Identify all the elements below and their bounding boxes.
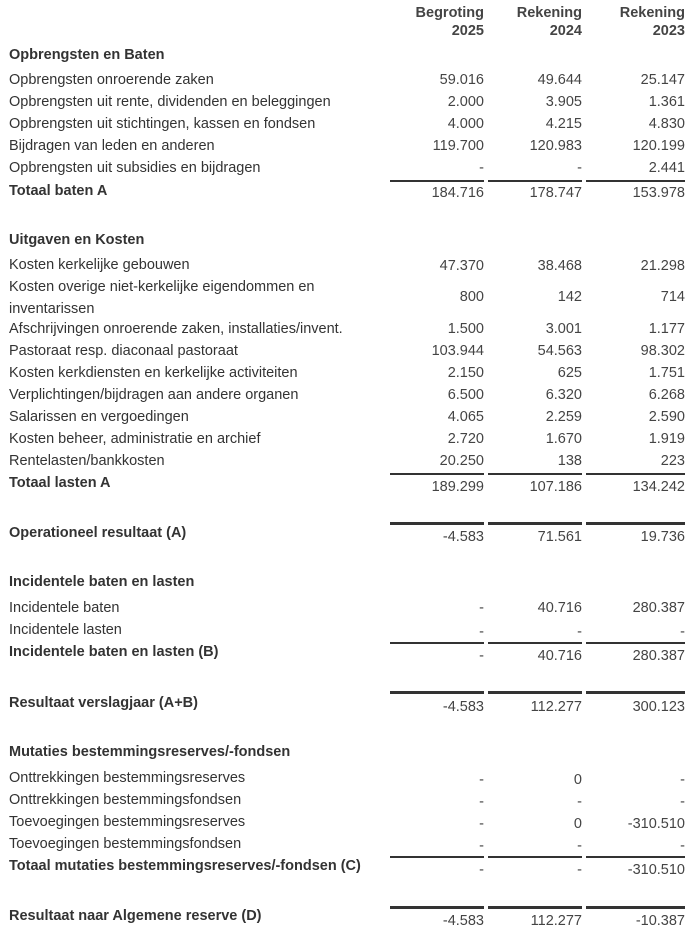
value-2023: 25.147	[640, 72, 685, 88]
value-2025: 2.150	[447, 365, 484, 381]
table-row	[0, 135, 694, 157]
value-2024: 40.716	[537, 648, 582, 664]
section-title-baten	[0, 44, 694, 66]
value-2023: 714	[660, 289, 685, 305]
value-2023: 2.590	[648, 409, 685, 425]
table-row	[0, 406, 694, 428]
row-label: Verplichtingen/bijdragen aan andere organen	[9, 387, 299, 403]
row-label: Incidentele baten en lasten (B)	[9, 644, 219, 660]
value-2025: -4.583	[442, 699, 484, 715]
row-label: Totaal mutaties bestemmingsreserves/-fondsen (C)	[9, 858, 361, 874]
table-row	[0, 318, 694, 340]
row-label: Onttrekkingen bestemmingsreserves	[9, 770, 246, 786]
value-2025: -	[479, 772, 484, 788]
value-2025: 47.370	[439, 258, 484, 274]
row-label: Resultaat naar Algemene reserve (D)	[9, 908, 262, 924]
table-row	[0, 157, 694, 179]
value-2025: 119.700	[432, 138, 484, 154]
value-2025: -	[479, 624, 484, 640]
table-row	[0, 69, 694, 91]
total-row-incidenteel	[0, 641, 694, 663]
column-header-line1: Rekening	[516, 5, 582, 21]
table-row	[0, 767, 694, 789]
value-2024: 1.670	[545, 431, 582, 447]
row-label: Opbrengsten onroerende zaken	[9, 72, 214, 88]
value-2023: -310.510	[627, 862, 685, 878]
value-2024: 2.259	[545, 409, 582, 425]
value-2025: 20.250	[439, 453, 484, 469]
row-label: Kosten kerkdiensten en kerkelijke activiteiten	[9, 365, 298, 381]
value-2023: -10.387	[635, 913, 685, 929]
value-2025: 59.016	[439, 72, 484, 88]
table-row	[0, 450, 694, 472]
value-2025: -4.583	[442, 529, 484, 545]
total-row-baten	[0, 180, 694, 202]
value-2025: -	[479, 160, 484, 176]
total-row-lasten	[0, 472, 694, 494]
section-title: Opbrengsten en Baten	[9, 47, 165, 63]
row-label: Totaal baten A	[9, 183, 108, 199]
column-header-rekening-2024	[486, 4, 582, 40]
value-2025: 1.500	[447, 321, 484, 337]
row-label: Kosten overige niet-kerkelijke eigendommen en inventarissen	[9, 279, 315, 317]
table-row	[0, 833, 694, 855]
value-2023: 280.387	[632, 648, 685, 664]
section-title-incidenteel	[0, 571, 694, 593]
value-2025: 6.500	[447, 387, 484, 403]
table-row	[0, 276, 694, 320]
table-row	[0, 113, 694, 135]
value-2024: -	[577, 862, 582, 878]
section-title-mutaties	[0, 741, 694, 763]
value-2023: 153.978	[632, 185, 685, 201]
column-header-line1: Begroting	[415, 5, 484, 21]
value-2023: -	[680, 624, 685, 640]
row-label: Incidentele baten	[9, 600, 120, 616]
value-2025: 800	[459, 289, 484, 305]
value-2025: 2.720	[447, 431, 484, 447]
value-2023: 134.242	[632, 479, 685, 495]
row-label: Kosten kerkelijke gebouwen	[9, 257, 190, 273]
table-row	[0, 789, 694, 811]
table-row	[0, 91, 694, 113]
value-2025: 2.000	[447, 94, 484, 110]
value-2023: 4.830	[648, 116, 685, 132]
row-label: Opbrengsten uit subsidies en bijdragen	[9, 160, 261, 176]
value-2024: -	[577, 160, 582, 176]
value-2025: 184.716	[431, 185, 484, 201]
value-2023: -	[680, 838, 685, 854]
row-label: Bijdragen van leden en anderen	[9, 138, 215, 154]
value-2023: -310.510	[627, 816, 685, 832]
row-label: Totaal lasten A	[9, 475, 111, 491]
value-2024: 6.320	[545, 387, 582, 403]
column-header-line1: Rekening	[619, 5, 685, 21]
row-label: Kosten beheer, administratie en archief	[9, 431, 261, 447]
result-row-operationeel	[0, 522, 694, 544]
value-2025: -	[479, 816, 484, 832]
column-header-begroting-2025	[388, 4, 484, 40]
row-label: Toevoegingen bestemmingsreserves	[9, 814, 246, 830]
row-label: Afschrijvingen onroerende zaken, installaties/invent.	[9, 321, 343, 337]
value-2024: 49.644	[537, 72, 582, 88]
value-2023: 21.298	[640, 258, 685, 274]
table-row	[0, 428, 694, 450]
value-2024: 107.186	[529, 479, 582, 495]
value-2024: 4.215	[545, 116, 582, 132]
value-2024: 112.277	[530, 913, 582, 929]
value-2023: 223	[660, 453, 685, 469]
section-title: Incidentele baten en lasten	[9, 574, 195, 590]
value-2023: 19.736	[640, 529, 685, 545]
section-title: Mutaties bestemmingsreserves/-fondsen	[9, 744, 291, 760]
row-label: Toevoegingen bestemmingsfondsen	[9, 836, 242, 852]
table-row	[0, 384, 694, 406]
value-2024: 38.468	[537, 258, 582, 274]
row-label: Opbrengsten uit stichtingen, kassen en fondsen	[9, 116, 316, 132]
value-2023: -	[680, 772, 685, 788]
value-2023: 300.123	[632, 699, 685, 715]
value-2025: -	[479, 838, 484, 854]
value-2023: 98.302	[640, 343, 685, 359]
result-row-verslagjaar	[0, 692, 694, 714]
value-2025: -	[479, 862, 484, 878]
row-label: Onttrekkingen bestemmingsfondsen	[9, 792, 242, 808]
value-2024: 40.716	[537, 600, 582, 616]
value-2025: 4.000	[447, 116, 484, 132]
table-row	[0, 597, 694, 619]
column-header-line2: 2023	[652, 23, 685, 39]
value-2023: 280.387	[632, 600, 685, 616]
row-label: Salarissen en vergoedingen	[9, 409, 189, 425]
value-2025: 189.299	[431, 479, 484, 495]
table-row	[0, 254, 694, 276]
value-2025: -	[479, 648, 484, 664]
value-2023: 1.361	[648, 94, 685, 110]
row-label: Rentelasten/bankkosten	[9, 453, 165, 469]
value-2024: 0	[573, 772, 582, 788]
table-row	[0, 619, 694, 641]
column-header-rekening-2023	[584, 4, 685, 40]
value-2024: -	[577, 838, 582, 854]
column-header-line2: 2024	[549, 23, 582, 39]
value-2025: 103.944	[431, 343, 484, 359]
value-2023: 1.177	[648, 321, 685, 337]
value-2024: -	[577, 624, 582, 640]
value-2024: 71.561	[537, 529, 582, 545]
row-label: Operationeel resultaat (A)	[9, 525, 187, 541]
value-2024: 112.277	[530, 699, 582, 715]
value-2024: 54.563	[537, 343, 582, 359]
value-2024: 120.983	[529, 138, 582, 154]
result-row-algemene-reserve	[0, 905, 694, 927]
value-2023: -	[680, 794, 685, 810]
value-2024: 0	[573, 816, 582, 832]
row-label: Opbrengsten uit rente, dividenden en beleggingen	[9, 94, 331, 110]
value-2024: 138	[557, 453, 582, 469]
value-2023: 120.199	[632, 138, 685, 154]
value-2025: -4.583	[442, 913, 484, 929]
row-label: Pastoraat resp. diaconaal pastoraat	[9, 343, 238, 359]
value-2024: 142	[557, 289, 582, 305]
value-2023: 1.751	[648, 365, 685, 381]
value-2025: 4.065	[447, 409, 484, 425]
table-row	[0, 340, 694, 362]
table-row	[0, 811, 694, 833]
table-row	[0, 362, 694, 384]
value-2025: -	[479, 600, 484, 616]
value-2024: -	[577, 794, 582, 810]
section-title: Uitgaven en Kosten	[9, 232, 145, 248]
section-title-lasten	[0, 229, 694, 251]
total-row-mutaties	[0, 855, 694, 877]
value-2025: -	[479, 794, 484, 810]
value-2023: 2.441	[648, 160, 685, 176]
value-2023: 6.268	[648, 387, 685, 403]
row-label: Resultaat verslagjaar (A+B)	[9, 695, 198, 711]
value-2023: 1.919	[648, 431, 685, 447]
value-2024: 178.747	[529, 185, 582, 201]
value-2024: 625	[557, 365, 582, 381]
row-label: Incidentele lasten	[9, 622, 122, 638]
value-2024: 3.905	[545, 94, 582, 110]
column-header-line2: 2025	[451, 23, 484, 39]
value-2024: 3.001	[545, 321, 582, 337]
